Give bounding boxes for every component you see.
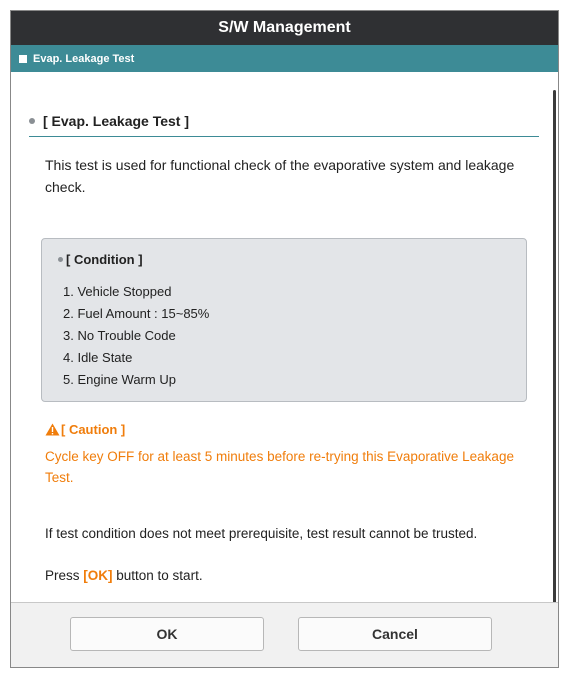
condition-title bbox=[58, 252, 143, 267]
press-instruction bbox=[45, 568, 203, 583]
ok-button[interactable]: OK bbox=[70, 617, 264, 651]
condition-title-text: [ Condition ] bbox=[66, 252, 143, 267]
condition-item: 5. Engine Warm Up bbox=[63, 372, 176, 387]
bullet-icon bbox=[58, 257, 63, 262]
press-after: button to start. bbox=[112, 568, 203, 583]
section-title bbox=[29, 113, 189, 129]
condition-item: 4. Idle State bbox=[63, 350, 133, 365]
bullet-icon bbox=[29, 118, 35, 124]
section-title-text: [ Evap. Leakage Test ] bbox=[43, 113, 190, 129]
square-icon bbox=[19, 55, 27, 63]
caution-title-text: [ Caution ] bbox=[61, 422, 126, 437]
condition-item: 2. Fuel Amount : 15~85% bbox=[63, 306, 210, 321]
section-divider bbox=[29, 136, 539, 137]
warning-icon bbox=[45, 423, 60, 436]
subheader-label: Evap. Leakage Test bbox=[33, 52, 135, 65]
caution-title bbox=[45, 422, 125, 437]
condition-item: 1. Vehicle Stopped bbox=[63, 284, 172, 299]
condition-list bbox=[63, 281, 209, 391]
caution-text: Cycle key OFF for at least 5 minutes before re-trying this Evaporative Leakage Test. bbox=[45, 449, 514, 485]
sw-management-window bbox=[10, 10, 559, 668]
window-title: S/W Management bbox=[11, 11, 558, 45]
prerequisite-note: If test condition does not meet prerequisite, test result cannot be trusted. bbox=[45, 526, 478, 541]
press-before: Press bbox=[45, 568, 84, 583]
condition-item: 3. No Trouble Code bbox=[63, 328, 176, 343]
button-bar bbox=[11, 602, 558, 667]
content-area bbox=[11, 72, 558, 603]
condition-box bbox=[41, 238, 527, 402]
cancel-button[interactable]: Cancel bbox=[298, 617, 492, 651]
subheader bbox=[11, 45, 558, 72]
section-description: This test is used for functional check of the evaporative system and leakage check. bbox=[45, 157, 515, 195]
scrollbar[interactable] bbox=[553, 90, 556, 603]
ok-key-label: [OK] bbox=[83, 568, 113, 583]
